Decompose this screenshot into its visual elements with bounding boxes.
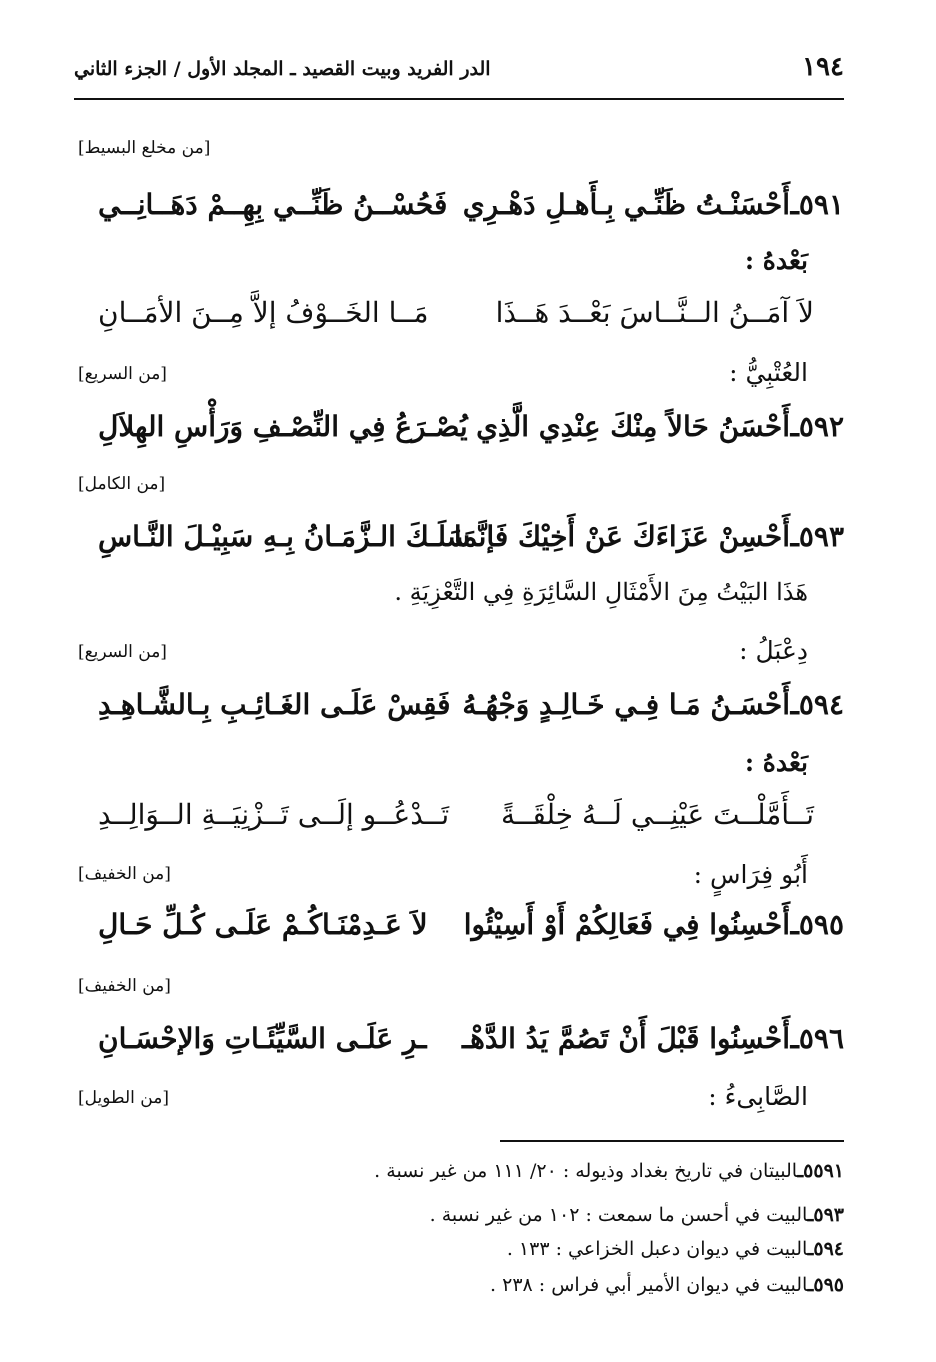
meter-label: [من الكامل] xyxy=(78,474,166,494)
verse-594-continuation xyxy=(98,798,844,844)
meter-label: [من الخفيف] xyxy=(78,976,171,996)
verse-second-hemistich: يُصْـرَعُ فِي النِّصْـفِ وَرَأْسِ الهِلاَلِ xyxy=(98,410,468,443)
footnote xyxy=(490,1274,844,1296)
verse-first-hemistich: أَحْسَنْـتُ ظَنِّـي بِـأَهـلِ دَهْـرِي xyxy=(462,188,790,221)
verse-first-hemistich: أَحْسِنُوا فِي فَعَالِكُمْ أَوْ أَسِيْئُوا xyxy=(463,908,790,941)
verse-first-hemistich: أَحْسِنْ عَزَاءَكَ عَنْ أَخِيْكَ فَإنَّمَا xyxy=(453,520,790,553)
verse-number: ٥٩٦ـ xyxy=(790,1022,844,1055)
verse-number: ٥٩٣ـ xyxy=(790,520,844,553)
footnote xyxy=(430,1204,844,1226)
poet-name: العُتْبِيُّ : xyxy=(729,358,808,387)
meter-label: [من مخلع البسيط] xyxy=(78,138,211,158)
poet-name: أَبُو فِرَاسٍ : xyxy=(693,860,808,889)
verse-first-hemistich: أَحْسَنُ حَالاً مِنْكَ عِنْدِي الَّذِي xyxy=(476,410,790,443)
meter-label: [من الخفيف] xyxy=(78,864,171,884)
footnote xyxy=(507,1238,844,1260)
verse-591 xyxy=(98,188,844,234)
footnote-number: ٥٩٣ـ xyxy=(807,1204,844,1226)
after-label: بَعْدهُ : xyxy=(744,748,808,777)
verse-second-hemistich: فَحُسْــنُ ظَنِّــي بِهِــمْ دَهَــانِــي xyxy=(98,188,448,221)
footnote-text: البيت في ديوان الأمير أبي فراس : ٢٣٨ . xyxy=(490,1274,808,1296)
footnote-rule xyxy=(500,1140,844,1142)
footnote-number: ٥٩٤ـ xyxy=(807,1238,844,1260)
verse-number: ٥٩٢ـ xyxy=(790,410,844,443)
running-title: الدر الفريد وبيت القصيد ـ المجلد الأول / الجزء الثاني xyxy=(74,58,491,80)
meter-label: [من السريع] xyxy=(78,364,167,384)
verse-first-hemistich: أَحْسِنُوا قَبْلَ أَنْ تَصُمَّ يَدُ الدَّهْـ xyxy=(461,1022,790,1055)
verse-first-hemistich: أَحْسَـنُ مَـا فِـي خَـالِـدٍ وَجْهُـهُ xyxy=(462,688,790,721)
header-rule xyxy=(74,98,844,100)
verse-594 xyxy=(98,688,844,734)
verse-number: ٥٩١ـ xyxy=(790,188,844,221)
verse-note: هَذَا البَيْتُ مِنَ الأَمْثَالِ السَّائِرَةِ فِي التَّعْزِيَةِ . xyxy=(394,578,808,606)
verse-number: ٥٩٤ـ xyxy=(790,688,844,721)
verse-595 xyxy=(98,908,844,954)
footnote-text: البيتان في تاريخ بغداد وذيوله : ٢٠/ ١١١ من غير نسبة . xyxy=(374,1160,798,1182)
footnote-text: البيت في ديوان دعبل الخزاعي : ١٣٣ . xyxy=(506,1238,808,1260)
footnote-number: ٥٩٥ـ xyxy=(807,1274,844,1296)
verse-593 xyxy=(98,520,844,566)
footnote xyxy=(374,1160,844,1182)
meter-label: [من السريع] xyxy=(78,642,167,662)
verse-second-hemistich: لاَ عَـدِمْنَـاكُـمْ عَلَـى كُـلِّ حَـالِ xyxy=(98,908,428,941)
poet-name: دِعْبَلُ : xyxy=(739,636,808,665)
verse-second-hemistich: تَــدْعُــو إلَــى تَــزْنِيَــةِ الــوَالِــدِ xyxy=(98,798,450,831)
poet-name: الصَّابِىءُ : xyxy=(708,1082,808,1111)
meter-label: [من الطويل] xyxy=(78,1088,169,1108)
footnote-text: البيت في أحسن ما سمعت : ١٠٢ من غير نسبة . xyxy=(429,1204,808,1226)
verse-second-hemistich: فَقِسْ عَلَـى الغَـائِـبِ بِـالشَّـاهِـدِ xyxy=(98,688,451,721)
verse-592 xyxy=(98,410,844,456)
verse-first-hemistich: لاَ آمَــنُ الــنَّــاسَ بَعْــدَ هَــذَا xyxy=(495,296,814,329)
after-label: بَعْدهُ : xyxy=(744,246,808,275)
verse-591-continuation xyxy=(98,296,844,342)
verse-first-hemistich: تَــأَمَّلْــتَ عَيْنِــي لَــهُ خِلْقَــةً xyxy=(500,798,814,831)
verse-number: ٥٩٥ـ xyxy=(790,908,844,941)
page-number: ١٩٤ xyxy=(802,52,844,82)
page-header xyxy=(74,52,844,96)
verse-596 xyxy=(98,1022,844,1068)
verse-second-hemistich: ـرِ عَلَـى السَّيِّئَـاتِ وَالإحْسَـانِ xyxy=(98,1022,427,1055)
verse-second-hemistich: مَــا الخَــوْفُ إلاَّ مِــنَ الأمَــانِ xyxy=(98,296,429,329)
verse-second-hemistich: سَلَـكَ الـزَّمَـانُ بِـهِ سَبِيْـلَ النَّـاسِ xyxy=(98,520,471,553)
footnote-number: ٥٥٩١ـ xyxy=(797,1160,844,1182)
